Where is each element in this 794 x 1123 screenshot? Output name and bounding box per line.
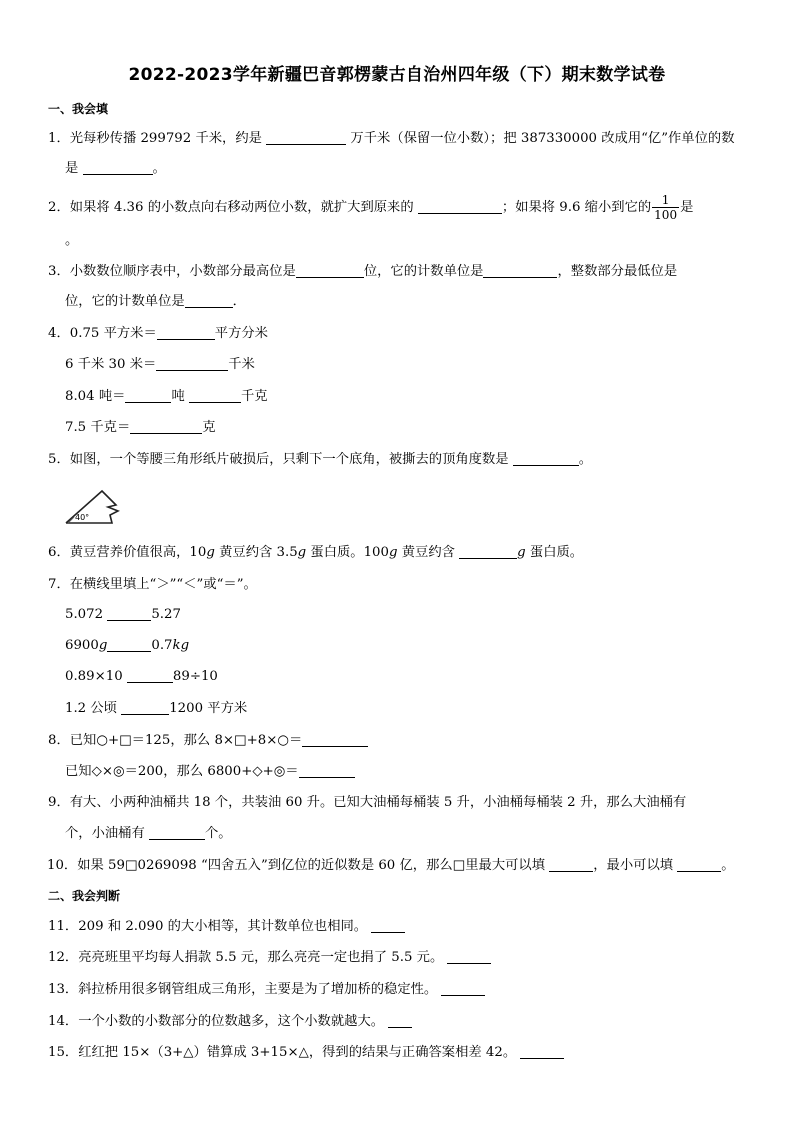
answer-blank[interactable] bbox=[483, 263, 557, 278]
question-2-line-2 bbox=[65, 232, 78, 250]
question-text: ；如果将 9.6 缩小到它的 bbox=[501, 200, 652, 215]
question-7-row-2 bbox=[65, 637, 189, 655]
question-text: 已知◇×◎＝200，那么 6800+◇+◎＝ bbox=[65, 764, 299, 779]
answer-blank[interactable] bbox=[157, 325, 215, 340]
answer-blank[interactable] bbox=[549, 857, 593, 872]
question-4-line-4 bbox=[65, 419, 216, 437]
question-1-line-2 bbox=[65, 160, 166, 178]
question-8-line-1 bbox=[48, 732, 368, 750]
answer-blank[interactable] bbox=[302, 732, 368, 747]
answer-blank[interactable] bbox=[185, 293, 233, 308]
question-text: 蛋白质。 bbox=[525, 545, 584, 560]
section-heading-judge: 二、我会判断 bbox=[48, 889, 121, 903]
question-text: 。 bbox=[721, 858, 735, 873]
question-text: 6900 bbox=[65, 638, 99, 653]
question-text: 15．红红把 15×（3+△）错算成 3+15×△，得到的结果与正确答案相差 42。 bbox=[48, 1045, 517, 1060]
answer-blank[interactable] bbox=[447, 949, 491, 964]
answer-blank[interactable] bbox=[83, 160, 153, 175]
fraction-numerator: 1 bbox=[652, 193, 679, 208]
question-text: 是 bbox=[680, 200, 694, 215]
answer-blank[interactable] bbox=[266, 130, 346, 145]
question-text: 1.2 公顷 bbox=[65, 701, 117, 716]
answer-blank[interactable] bbox=[513, 451, 579, 466]
question-text: 位，它的计数单位是 bbox=[65, 294, 185, 309]
question-text: 4．0.75 平方米＝ bbox=[48, 326, 157, 341]
question-1-line-1 bbox=[48, 130, 735, 148]
answer-blank[interactable] bbox=[459, 544, 517, 559]
answer-blank[interactable] bbox=[130, 419, 202, 434]
question-text: 1200 平方米 bbox=[169, 701, 248, 716]
section-heading-fill: 一、我会填 bbox=[48, 102, 109, 116]
answer-blank[interactable] bbox=[189, 388, 241, 403]
unit-g: g bbox=[297, 545, 307, 560]
question-text: 1．光每秒传播 299792 千米，约是 bbox=[48, 131, 262, 146]
question-text: 个。 bbox=[205, 826, 232, 841]
answer-blank[interactable] bbox=[121, 700, 169, 715]
question-text: ，最小可以填 bbox=[593, 858, 674, 873]
answer-blank[interactable] bbox=[156, 356, 228, 371]
question-text: 5．如图，一个等腰三角形纸片破损后，只剩下一个底角，被撕去的顶角度数是 bbox=[48, 452, 509, 467]
fraction-denominator: 100 bbox=[654, 208, 678, 222]
question-7-line-1 bbox=[48, 576, 257, 594]
question-text: 黄豆约含 bbox=[397, 545, 455, 560]
question-text: 黄豆约含 3.5 bbox=[214, 545, 298, 560]
question-text: 是 bbox=[65, 161, 79, 176]
question-text: 位，它的计数单位是 bbox=[363, 264, 484, 279]
question-text: 11．209 和 2.090 的大小相等，其计数单位也相同。 bbox=[48, 919, 368, 934]
question-text: 12．亮亮班里平均每人捐款 5.5 元，那么亮亮一定也捐了 5.5 元。 bbox=[48, 950, 444, 965]
question-7-row-3 bbox=[65, 668, 218, 686]
answer-blank[interactable] bbox=[371, 918, 405, 933]
question-8-line-2 bbox=[65, 763, 355, 781]
question-text: 13．斜拉桥用很多钢管组成三角形，主要是为了增加桥的稳定性。 bbox=[48, 982, 438, 997]
question-text: 9．有大、小两种油桶共 18 个，共装油 60 升。已知大油桶每桶装 5 升，小油桶每桶装 2 升，那么大油桶有 bbox=[48, 795, 687, 810]
question-text: 0.7 bbox=[151, 638, 173, 653]
answer-blank[interactable] bbox=[299, 763, 355, 778]
question-text: ． bbox=[232, 294, 246, 309]
question-text: 万千米（保留一位小数）；把 387330000 改成用“亿”作单位的数 bbox=[350, 131, 735, 146]
question-15 bbox=[48, 1044, 564, 1062]
question-9-line-1 bbox=[48, 794, 686, 812]
question-text: 3．小数数位顺序表中，小数部分最高位是 bbox=[48, 264, 296, 279]
question-text: 。 bbox=[152, 161, 166, 176]
question-text: 6．黄豆营养价值很高，10 bbox=[48, 545, 207, 560]
question-13 bbox=[48, 981, 485, 999]
question-14 bbox=[48, 1013, 412, 1031]
question-text: 10．如果 59□0269098 “四舍五入”到亿位的近似数是 60 亿，那么□里最大可以填 bbox=[47, 858, 546, 873]
answer-blank[interactable] bbox=[107, 606, 151, 621]
question-text: 平方分米 bbox=[214, 326, 268, 341]
answer-blank[interactable] bbox=[127, 668, 173, 683]
unit-g: g bbox=[517, 545, 526, 560]
page-title: 2022-2023学年新疆巴音郭楞蒙古自治州四年级（下）期末数学试卷 bbox=[128, 65, 666, 85]
question-text: 吨 bbox=[171, 389, 185, 404]
question-text: 8．已知○+□＝125，那么 8×□+8×○＝ bbox=[48, 733, 303, 748]
answer-blank[interactable] bbox=[125, 388, 171, 403]
question-6-line-1 bbox=[48, 544, 583, 562]
answer-blank[interactable] bbox=[388, 1013, 412, 1028]
question-text: 8.04 吨＝ bbox=[65, 389, 126, 404]
question-text: 蛋白质。100 bbox=[306, 545, 389, 560]
question-text: 5.072 bbox=[65, 607, 104, 622]
question-text: 2．如果将 4.36 的小数点向右移动两位小数，就扩大到原来的 bbox=[48, 200, 414, 215]
answer-blank[interactable] bbox=[418, 199, 502, 214]
question-7-row-4 bbox=[65, 700, 247, 718]
answer-blank[interactable] bbox=[149, 825, 205, 840]
question-12 bbox=[48, 949, 491, 967]
answer-blank[interactable] bbox=[520, 1044, 564, 1059]
answer-blank[interactable] bbox=[107, 637, 151, 652]
question-text: 89÷10 bbox=[172, 669, 218, 684]
unit-g: g bbox=[206, 545, 215, 560]
unit-g: g bbox=[98, 638, 108, 653]
question-7-row-1 bbox=[65, 606, 181, 624]
answer-blank[interactable] bbox=[677, 857, 721, 872]
question-4-line-2 bbox=[65, 356, 255, 374]
unit-kg: kg bbox=[172, 638, 190, 653]
question-4-line-3 bbox=[65, 388, 268, 406]
question-text: 14．一个小数的小数部分的位数越多，这个小数就越大。 bbox=[48, 1014, 385, 1029]
question-text: 。 bbox=[578, 452, 593, 467]
question-text: 个，小油桶有 bbox=[65, 826, 145, 841]
question-3-line-2 bbox=[65, 293, 246, 311]
question-text: 千克 bbox=[240, 389, 268, 404]
answer-blank[interactable] bbox=[296, 263, 364, 278]
question-text: 7．在横线里填上“＞”“＜”或“＝”。 bbox=[48, 577, 257, 592]
angle-label: 40° bbox=[75, 513, 90, 522]
question-11 bbox=[48, 918, 405, 936]
question-text: 0.89×10 bbox=[65, 669, 123, 684]
question-text: 7.5 千克＝ bbox=[65, 420, 131, 435]
question-9-line-2 bbox=[65, 825, 232, 843]
question-10-line-1 bbox=[47, 857, 735, 875]
question-text: 千米 bbox=[228, 357, 255, 372]
torn-triangle-figure bbox=[62, 485, 128, 527]
question-3-line-1 bbox=[48, 263, 677, 281]
answer-blank[interactable] bbox=[441, 981, 485, 996]
fraction bbox=[652, 193, 679, 222]
question-5-line-1 bbox=[48, 451, 592, 469]
question-text: ，整数部分最低位是 bbox=[557, 264, 678, 279]
question-text: 6 千米 30 米＝ bbox=[65, 357, 157, 372]
question-text: 克 bbox=[202, 420, 216, 435]
question-2-line-1 bbox=[48, 193, 693, 222]
unit-g: g bbox=[388, 545, 398, 560]
question-text: 5.27 bbox=[151, 607, 181, 622]
question-text: 。 bbox=[65, 233, 79, 248]
question-4-line-1 bbox=[48, 325, 268, 343]
